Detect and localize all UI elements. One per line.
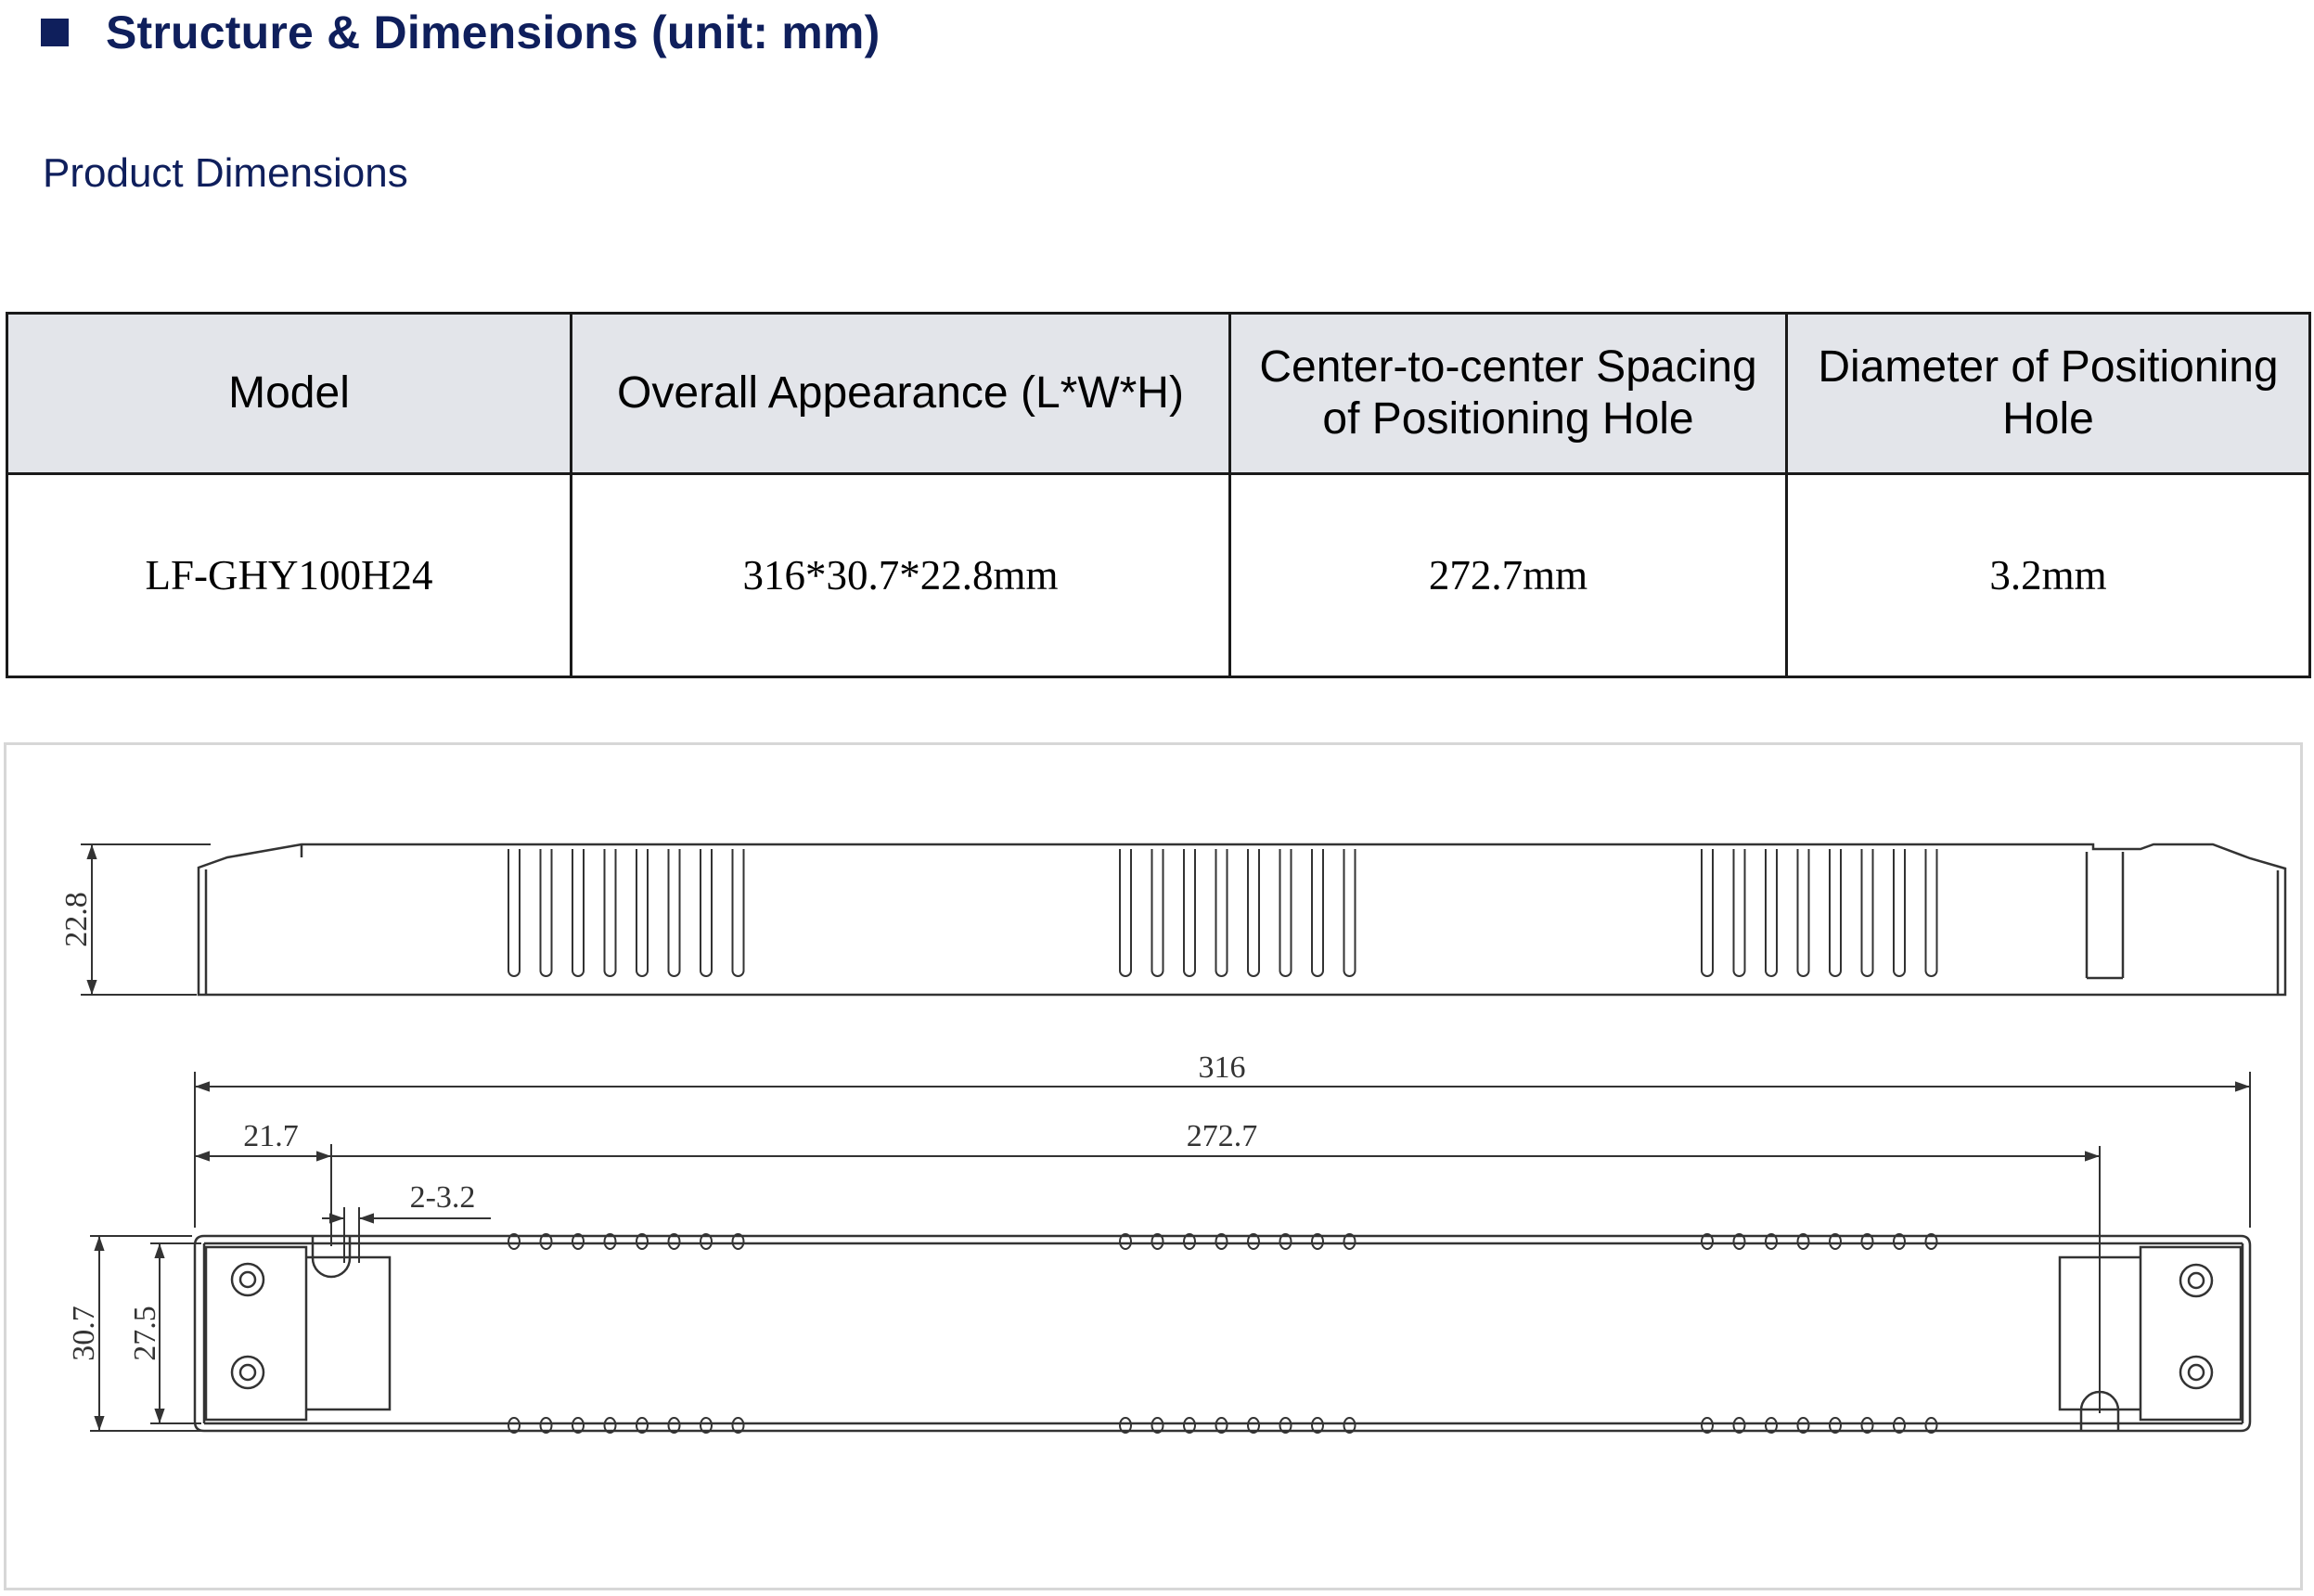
vent-slot bbox=[1766, 849, 1777, 976]
vent-slot bbox=[572, 849, 584, 976]
cell-hole-diameter: 3.2mm bbox=[1787, 474, 2310, 677]
vent-slot bbox=[1120, 849, 1131, 976]
vent-slot bbox=[605, 849, 616, 976]
vent-slot bbox=[508, 849, 520, 976]
header-model: Model bbox=[7, 314, 572, 474]
vent-slot bbox=[1830, 849, 1841, 976]
vent-slot bbox=[1280, 849, 1292, 976]
technical-drawing-svg bbox=[6, 745, 2306, 1593]
table-row bbox=[7, 474, 2310, 677]
vent-slot bbox=[733, 849, 744, 976]
side-slots bbox=[508, 849, 1937, 976]
vent-slot bbox=[1248, 849, 1259, 976]
cell-overall-appearance: 316*30.7*22.8mm bbox=[572, 474, 1230, 677]
vent-slot bbox=[1344, 849, 1356, 976]
vent-slot bbox=[1862, 849, 1873, 976]
vent-slot bbox=[1152, 849, 1163, 976]
vent-slot bbox=[1798, 849, 1809, 976]
vent-slot bbox=[1184, 849, 1195, 976]
section-title: Structure & Dimensions (unit: mm) bbox=[106, 6, 881, 58]
offset-dim-label: 21.7 bbox=[243, 1119, 299, 1153]
spacing-dim-label: 272.7 bbox=[1186, 1119, 1258, 1153]
vent-slot bbox=[541, 849, 552, 976]
hole-dim-label: 2-3.2 bbox=[409, 1180, 476, 1215]
section-header bbox=[41, 0, 880, 65]
width-dim-label: 30.7 bbox=[67, 1306, 101, 1361]
vent-slot bbox=[1926, 849, 1937, 976]
vent-slot bbox=[669, 849, 680, 976]
header-overall-appearance: Overall Appearance (L*W*H) bbox=[572, 314, 1230, 474]
vent-slot bbox=[636, 849, 648, 976]
table-header-row bbox=[7, 314, 2310, 474]
sub-title: Product Dimensions bbox=[43, 150, 408, 196]
cell-hole-spacing: 272.7mm bbox=[1230, 474, 1787, 677]
header-hole-diameter: Diameter of Positioning Hole bbox=[1787, 314, 2310, 474]
inner-width-dim-label: 27.5 bbox=[128, 1306, 162, 1361]
cell-model: LF-GHY100H24 bbox=[7, 474, 572, 677]
square-bullet-icon bbox=[41, 19, 69, 46]
vent-slot bbox=[1734, 849, 1745, 976]
dimension-drawing bbox=[4, 742, 2303, 1590]
height-dim-label: 22.8 bbox=[59, 892, 94, 947]
vent-slot bbox=[701, 849, 712, 976]
header-hole-spacing: Center-to-center Spacing of Positioning Hole bbox=[1230, 314, 1787, 474]
vent-slot bbox=[1894, 849, 1905, 976]
vent-slot bbox=[1312, 849, 1323, 976]
vent-slot bbox=[1702, 849, 1713, 976]
top-view bbox=[90, 1072, 2250, 1433]
top-vent-slots bbox=[508, 1234, 1937, 1433]
side-view bbox=[81, 844, 2285, 995]
dimensions-table bbox=[6, 312, 2311, 678]
vent-slot bbox=[1216, 849, 1228, 976]
length-dim-label: 316 bbox=[1198, 1050, 1246, 1085]
